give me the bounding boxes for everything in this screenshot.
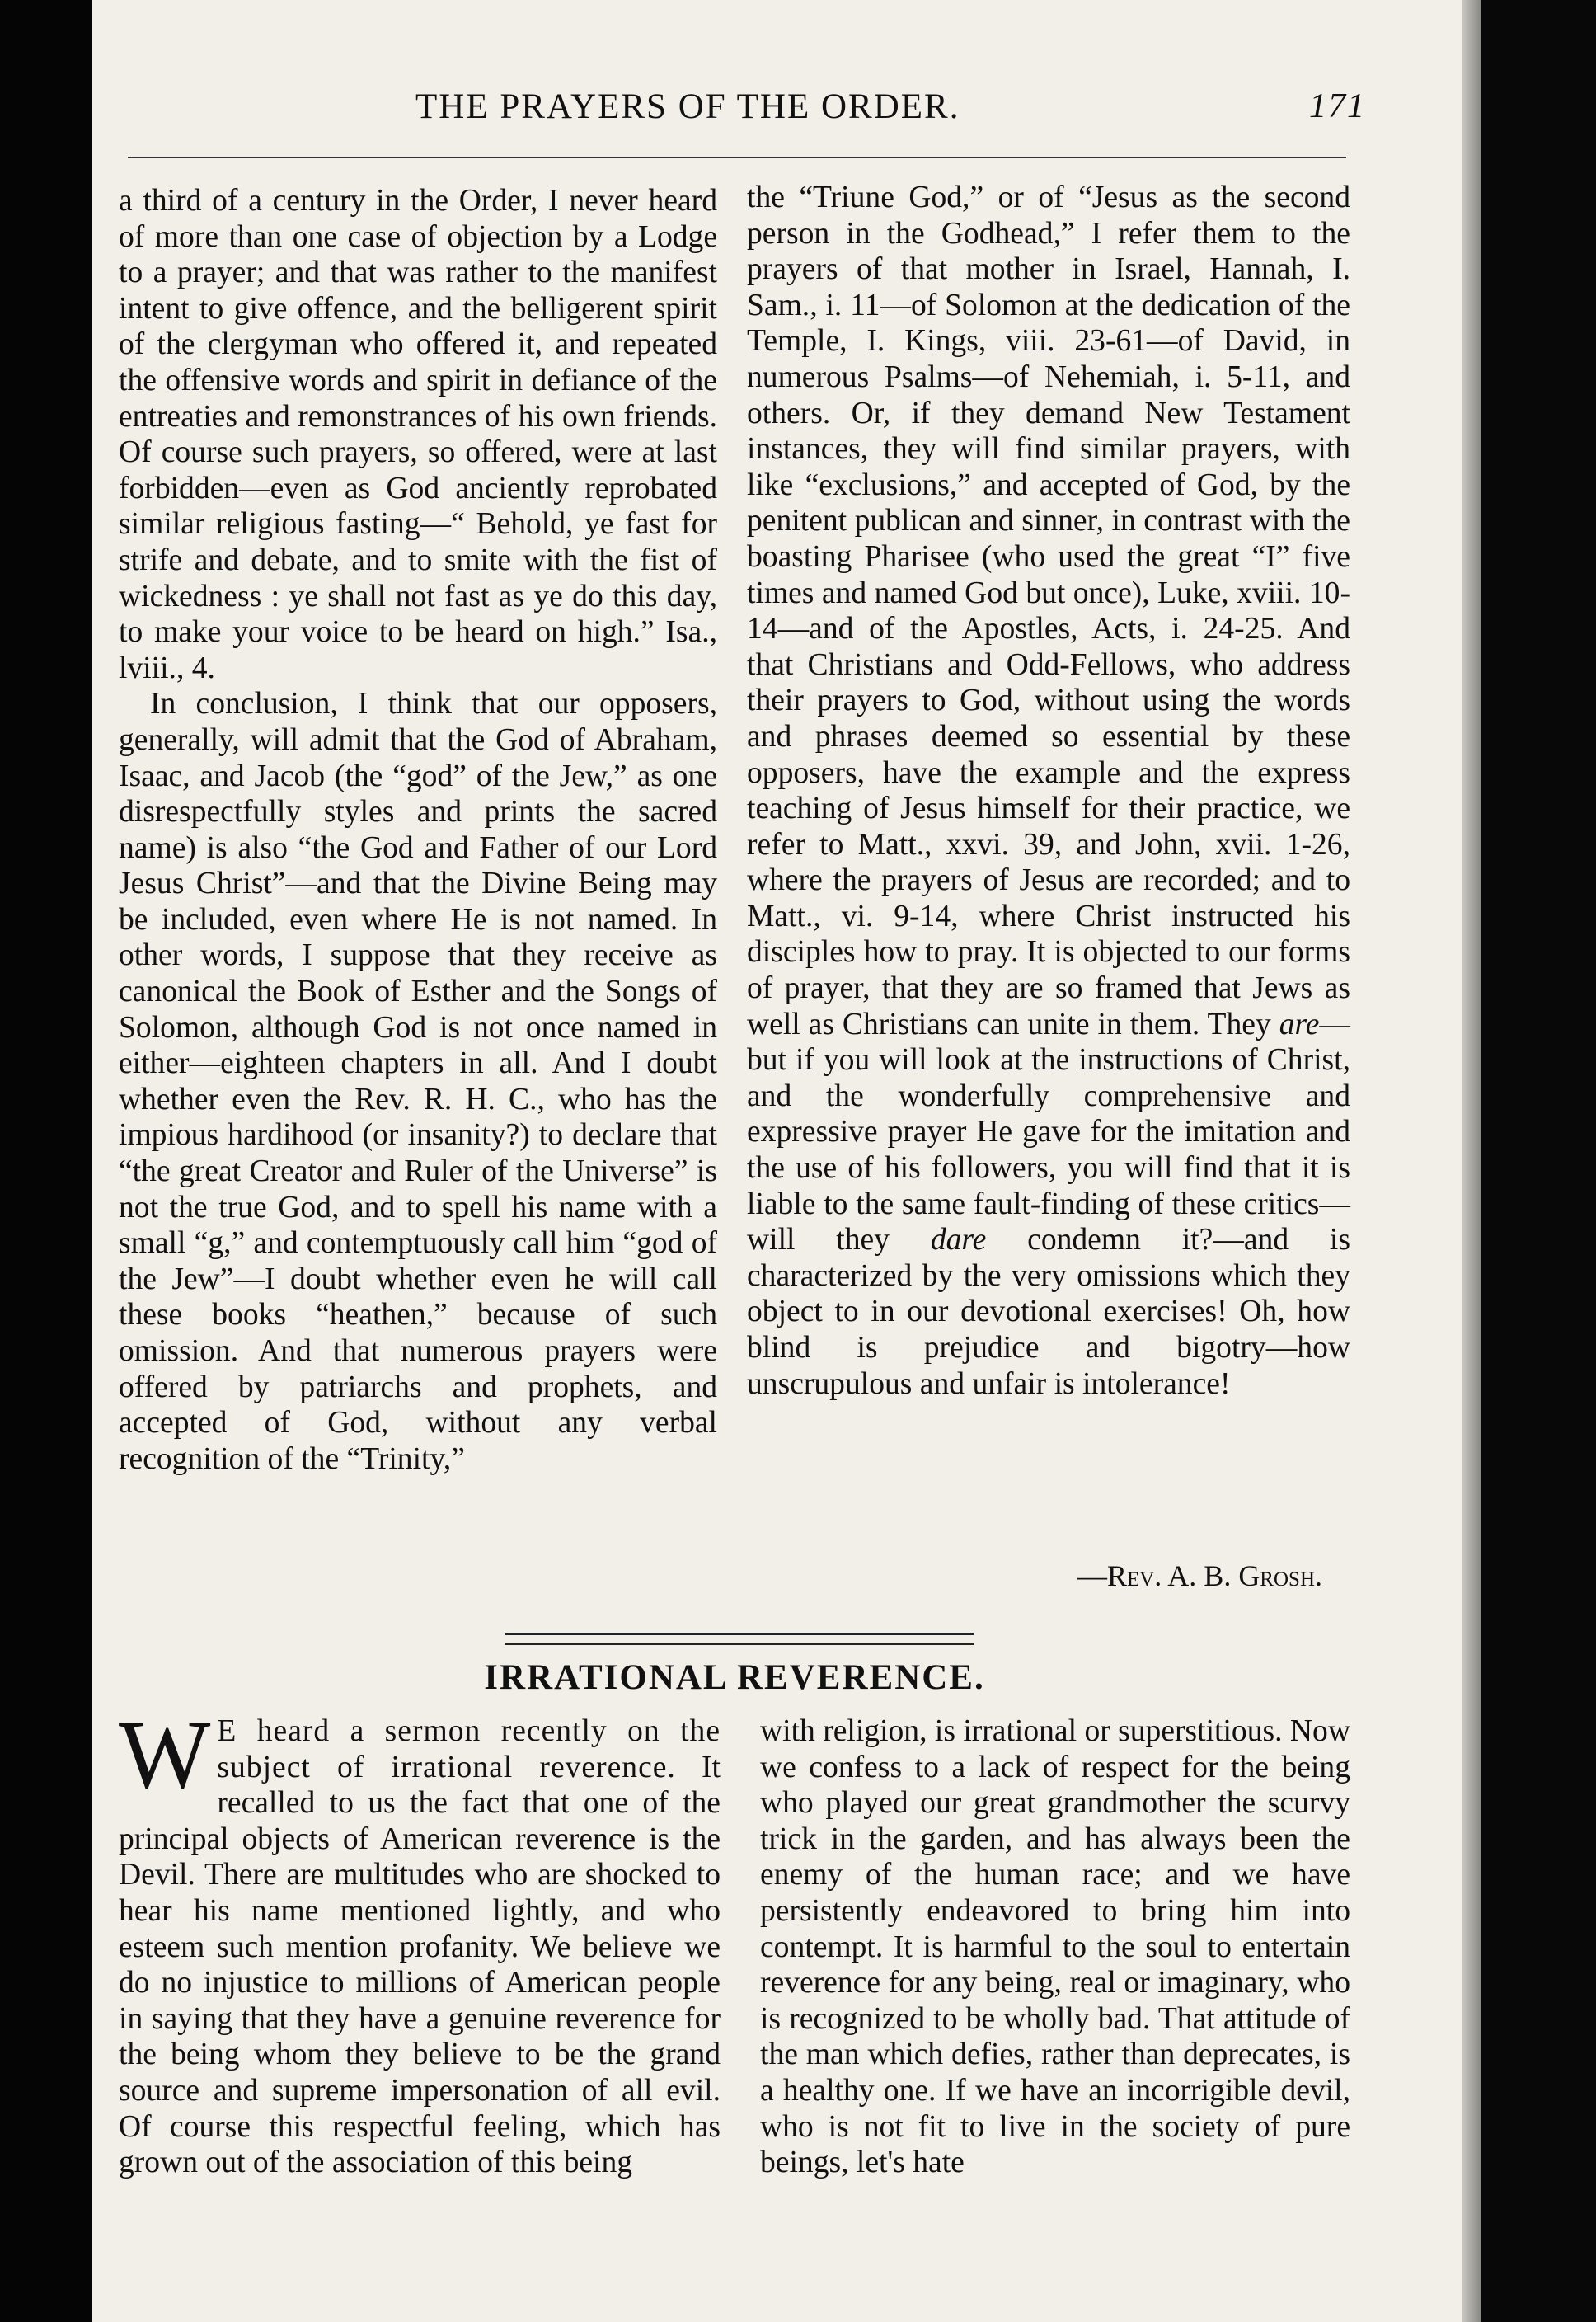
paragraph (747, 180, 1350, 1402)
author-signature: —Rev. A. B. Grosh. (1077, 1559, 1322, 1592)
text-run: It recalled to us the fact that one of the principal objects of American reverence is the Devil. There are multitudes who are shocked to hear his name mentioned lightly, and who esteem such mention profanity. We believe we do no injustice to millions of American people in saying that they have a genuine reverence for the being whom they believe to be the grand source and supreme impersonation of all evil. Of course this respectful feeling, which has grown out of the association of this being (119, 1750, 721, 2180)
article2-column-left (119, 1700, 721, 2181)
article1-column-right (747, 180, 1350, 1402)
text-run: the “Triune God,” or of “Jesus as the second person in the Godhead,” I refer them to the prayers of that mother in Israel, Hannah, I. Sam., i. 11—of Solomon at the dedication of the Temple, I. Kings, viii. 23-61—of David, in numerous Psalms—of Nehemiah, i. 5-11, and others. Or, if they demand New Testament instances, they will find similar prayers, with like “exclusions,” and accepted of God, by the penitent publican and sinner, in contrast with the boasting Pharisee (who used the great “I” five times and named God but once), Luke, xviii. 10-14—and of the Apostles, Acts, i. 24-25. And that Christians and Odd-Fellows, who address their prayers to God, without using the words and phrases deemed so essential by these opposers, have the example and the express teaching of Jesus himself for their practice, we refer to Matt., xxvi. 39, and John, xvii. 1-26, where the prayers of Jesus are recorded; and to Matt., vi. 9-14, where Christ instructed his disciples how to pray. It is objected to our forms of prayer, that they are so framed that Jews as well as Christians can unite in them. They (747, 181, 1350, 1041)
article2-column-right (760, 1713, 1350, 2181)
running-header (92, 87, 1366, 136)
section-divider (505, 1633, 974, 1645)
text-run: —but if you will look at the instructions of Christ, and the wonderfully comprehensive and expressive prayer He gave for the imitation and the use of his followers, you will find that it is liable to the same fault-finding of these critics—will they (747, 1007, 1350, 1257)
article1-column-left (119, 183, 717, 1477)
italic-word: dare (930, 1223, 987, 1257)
paragraph: a third of a century in the Order, I never heard of more than one case of objection by a Lodge to a prayer; and that was rather to the manifest intent to give offence, and the belligerent spirit of the clergyman who offered it, and repeated the offensive words and spirit in defiance of the entreaties and remonstrances of his own friends. Of course such prayers, so offered, were at last forbidden—even as God anciently reprobated similar religious fasting—“ Behold, ye fast for strife and debate, and to smite with the fist of wickedness : ye shall not fast as ye do this day, to make your voice to be heard on high.” Isa., lviii., 4. (119, 184, 717, 685)
header-rule (128, 157, 1346, 158)
scan-background (1481, 0, 1596, 2322)
lead-text: E heard a sermon recently on the subject of irrational reverence. (217, 1714, 721, 1784)
page-edge-shadow (1462, 0, 1481, 2322)
article-title: IRRATIONAL REVERENCE. (484, 1658, 985, 1697)
running-title: THE PRAYERS OF THE ORDER. (415, 87, 960, 126)
text-run: condemn it?—and is characterized by the very omissions which they object to in our devotional exercises! Oh, how blind is prejudice and bigotry—how unscrupulous and unfair is intolerance! (747, 1223, 1350, 1401)
drop-cap: W (119, 1700, 211, 1808)
italic-word: are (1279, 1007, 1320, 1041)
paragraph: In conclusion, I think that our opposers, generally, will admit that the God of Abraham, Isaac, and Jacob (the “god” of the Jew,” as one disrespectfully styles and prints the sacred name) is also “the God and Father of our Lord Jesus Christ”—and that the Divine Being may be included, even where He is not named. In other words, I suppose that they receive as canonical the Book of Esther and the Songs of Solomon, although God is not once named in either—eighteen chapters in all. And I doubt whether even the Rev. R. H. C., who has the impious hardihood (or insanity?) to declare that “the great Creator and Ruler of the Universe” is not the true God, and to spell his name with a small “g,” and contemptuously call him “god of the Jew”—I doubt whether even he will call these books “heathen,” because of such omission. And that numerous prayers were offered by patriarchs and prophets, and accepted of God, without any verbal recognition of the “Trinity,” (119, 687, 717, 1476)
page-number: 171 (1309, 87, 1366, 125)
paragraph (119, 1700, 721, 2181)
paragraph: with religion, is irrational or superstitious. Now we confess to a lack of respect for the being who played our great grandmother the scurvy trick in the garden, and has always been the enemy of the human race; and we have persistently endeavored to bring him into contempt. It is harmful to the soul to entertain reverence for any being, real or imaginary, who is recognized to be wholly bad. That attitude of the man which defies, rather than deprecates, is a healthy one. If we have an incorrigible devil, who is not fit to live in the society of pure beings, let's hate (760, 1714, 1350, 2180)
